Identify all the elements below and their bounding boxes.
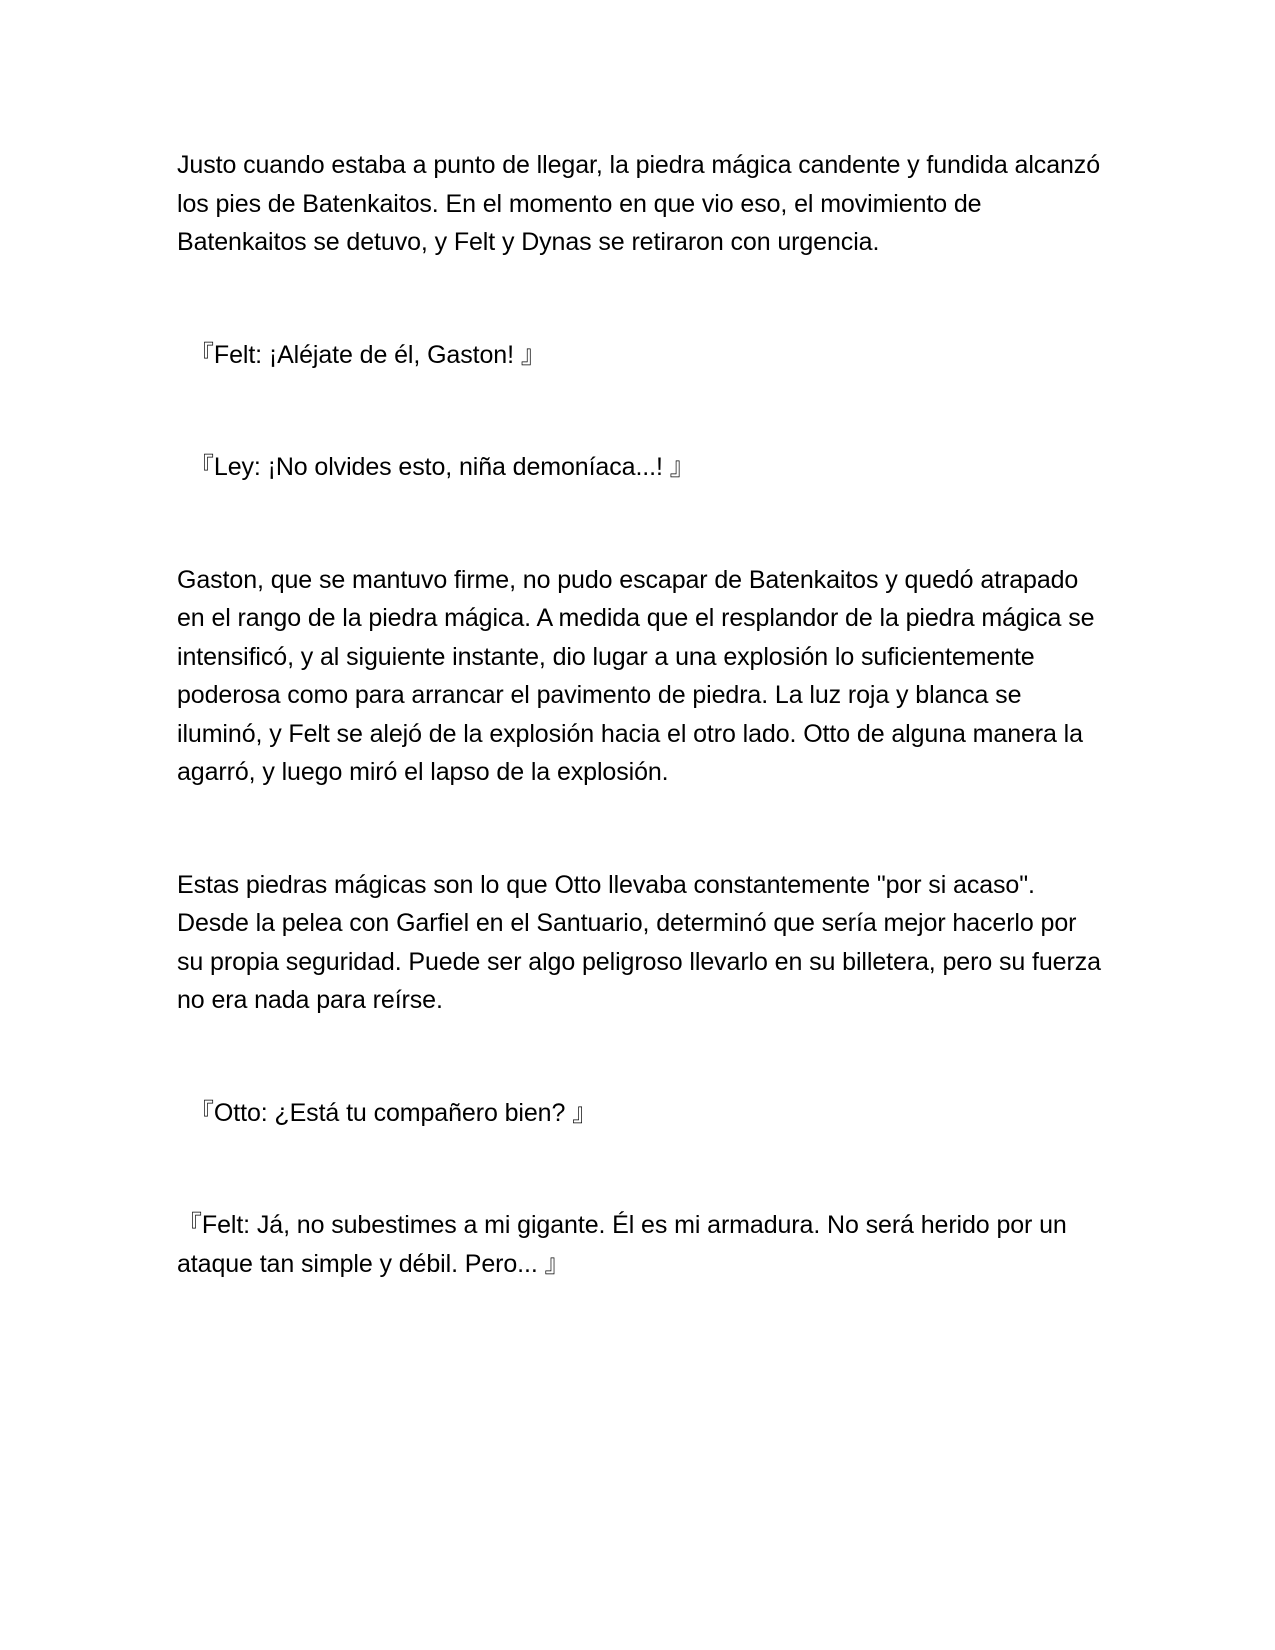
spacer [177,487,1107,561]
spacer [177,1020,1107,1094]
spacer [177,262,1107,336]
document-body [177,146,1107,1283]
paragraph-2: Gaston, que se mantuvo firme, no pudo escapar de Batenkaitos y quedó atrapado en el rango de la piedra mágica. A medida que el resplandor de la piedra mágica se intensificó, y al siguiente instante, dio lugar a una explosión lo suficientemente poderosa como para arrancar el pavimento de piedra. La luz roja y blanca se iluminó, y Felt se alejó de la explosión hacia el otro lado. Otto de alguna manera la agarró, y luego miró el lapso de la explosión. [177,565,1095,786]
spacer [177,1132,1107,1206]
spacer [177,792,1107,866]
dialogue-ley: 『Ley: ¡No olvides esto, niña demoníaca...! 』 [189,453,695,481]
dialogue-felt-1: 『Felt: ¡Aléjate de él, Gaston! 』 [189,340,546,369]
paragraph-1: Justo cuando estaba a punto de llegar, la piedra mágica candente y fundida alcanzó los pies de Batenkaitos. En el momento en que vio eso, el movimiento de Batenkaitos se detuvo, y Felt y Dynas se retiraron con urgencia. [177,151,1101,256]
paragraph-3: Estas piedras mágicas son lo que Otto llevaba constantemente "por si acaso". Desde la pelea con Garfiel en el Santuario, determinó que sería mejor hacerlo por su propia seguridad. Puede ser algo peligroso llevarlo en su billetera, pero su fuerza no era nada para reírse. [177,870,1101,1014]
spacer [177,374,1107,448]
dialogue-otto: 『Otto: ¿Está tu compañero bien? 』 [189,1098,598,1127]
dialogue-felt-2: 『Felt: Já, no subestimes a mi gigante. Él es mi armadura. No será herido por un ataque tan simple y débil. Pero... 』 [177,1211,1067,1278]
